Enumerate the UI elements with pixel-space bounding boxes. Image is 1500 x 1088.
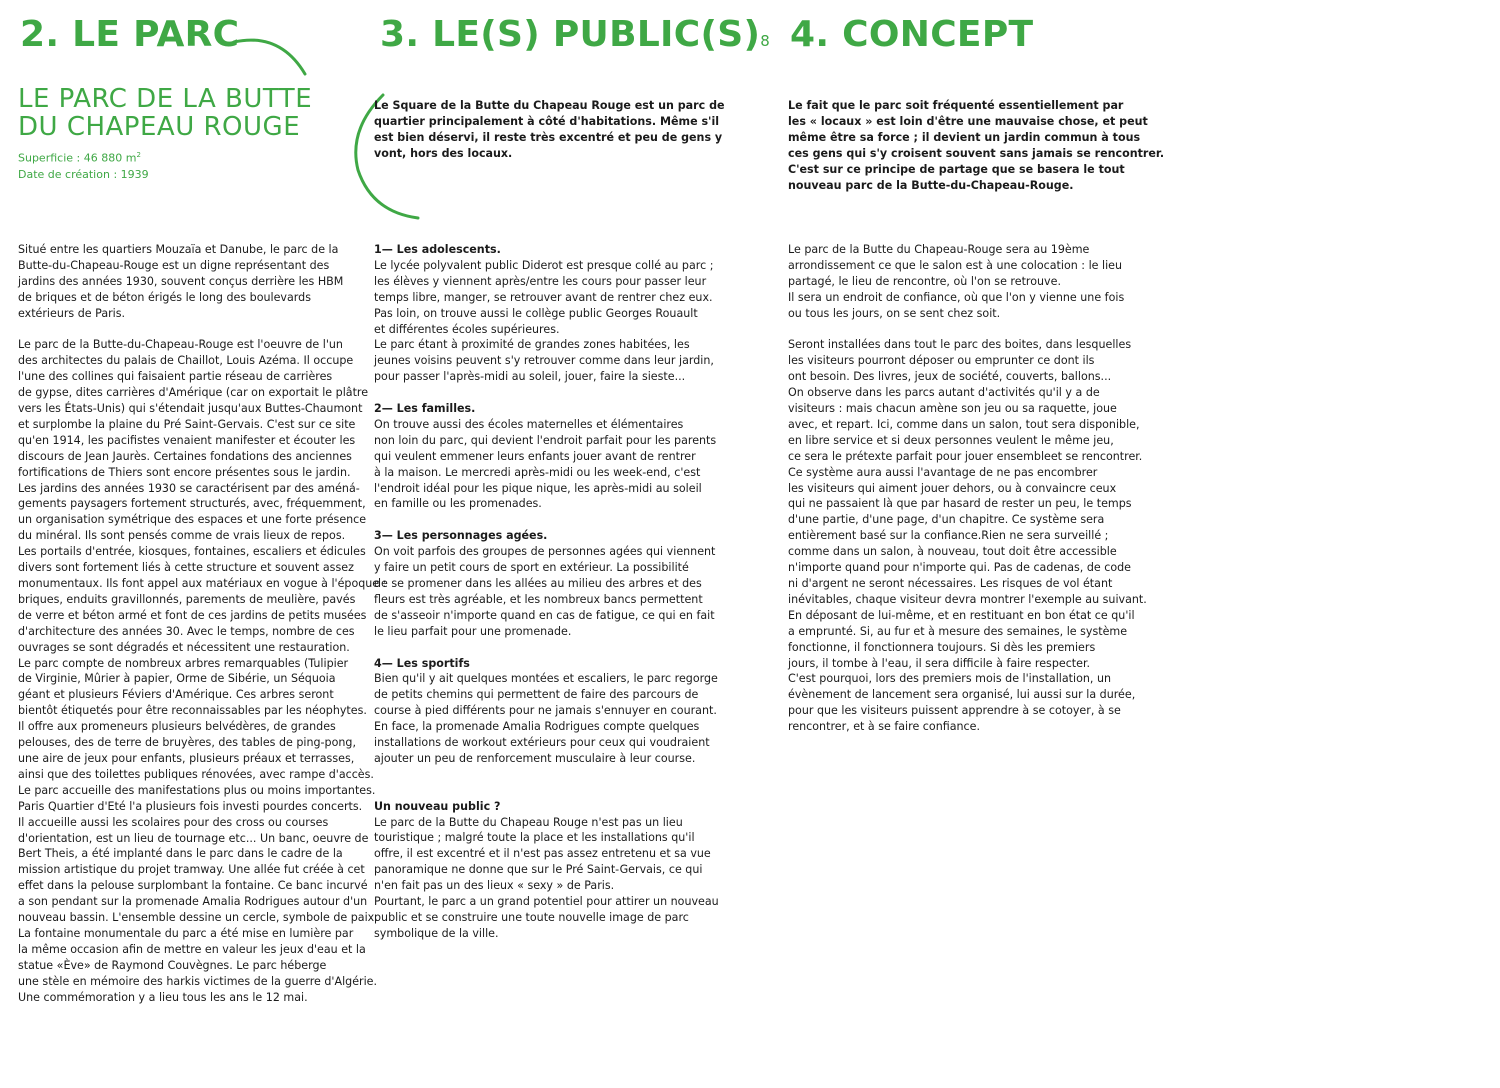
paragraph-line: la même occasion afin de mettre en valeur les jeux d'eau et la [18,942,366,956]
lead-line: Le Square de la Butte du Chapeau Rouge est un parc de [374,99,725,112]
paragraph-line: d'architecture des années 30. Avec le temps, nombre de ces [18,624,355,638]
paragraph-line: visiteurs : mais chacun amène son jeu ou sa raquette, joue [788,402,1117,416]
paragraph-line: ainsi que des toilettes publiques rénovées, avec rampe d'accès. [18,767,374,781]
paragraph-line: Paris Quartier d'Eté l'a plusieurs fois investi pourdes concerts. [18,799,363,813]
paragraph-line: les visiteurs pourront déposer ou emprunter ce dont ils [788,354,1095,368]
decorative-arc-left [0,0,1,1]
paragraph-line: extérieurs de Paris. [18,306,126,320]
paragraph-line: les élèves y viennent après/entre les cours pour passer leur [374,274,707,288]
paragraph-line: bientôt étiquetés pour être reconnaissables par les néophytes. [18,704,367,718]
paragraph-line: effet dans la pelouse surplombant la fontaine. Ce banc incurvé [18,879,368,893]
lead-line: vont, hors des locaux. [374,147,513,160]
paragraph-line: du minéral. Ils sont pensés comme de vrais lieux de repos. [18,529,346,543]
section-2-heading: 2. LE PARC [20,14,240,55]
paragraph-line: jardins des années 1930, souvent conçus derrière les HBM [18,274,344,288]
paragraph-line: nouveau bassin. L'ensemble dessine un cercle, symbole de paix. [18,911,378,925]
group-title: 3— Les personnages agées. [374,529,548,543]
paragraph-line: Les portails d'entrée, kiosques, fontaines, escaliers et édicules [18,545,366,559]
park-creation-date: Date de création : 1939 [18,167,149,181]
paragraph-line: de gypse, dites carrières d'Amérique (car on exportait le plâtre [18,386,369,400]
paragraph-line: qui veulent emmener leurs enfants jouer avant de rentrer [374,449,696,463]
paragraph-line: de s'asseoir n'importe quand en cas de fatigue, ce qui en fait [374,608,715,622]
paragraph-line: Bert Theis, a été implanté dans le parc dans le cadre de la [18,847,343,861]
paragraph-line: entièrement basé sur la confiance.Rien ne sera surveillé ; [788,529,1109,543]
lead-line: C'est sur ce principe de partage que se basera le tout [788,163,1125,176]
paragraph-line: mission artistique du projet tramway. Une allée fut créée à cet [18,863,365,877]
heading-page-number: 8 [760,32,771,50]
paragraph-line: et différentes écoles supérieures. [374,322,560,336]
paragraph-line: Bien qu'il y ait quelques montées et escaliers, le parc regorge [374,672,718,686]
group-title: 1— Les adolescents. [374,243,501,256]
paragraph-line: installations de workout extérieurs pour ceux qui voudraient [374,736,710,750]
paragraph-line: en famille ou les promenades. [374,497,542,511]
paragraph-line: de briques et de béton érigés le long des boulevards [18,290,311,304]
park-description-column [18,242,387,1005]
paragraph-line: C'est pourquoi, lors des premiers mois de l'installation, un [788,672,1112,686]
lead-line: nouveau parc de la Butte-du-Chapeau-Rouge. [788,179,1074,192]
paragraph-line: une stèle en mémoire des harkis victimes de la guerre d'Algérie. [18,974,378,988]
paragraph-line: Le parc accueille des manifestations plus ou moins importantes. [18,783,376,797]
paragraph-line: Le parc étant à proximité de grandes zones habitées, les [374,338,690,352]
paragraph-line: course à pied différents pour ne jamais s'ennuyer en courant. [374,704,717,718]
paragraph-line: évènement de lancement sera organisé, lui aussi sur la durée, [788,688,1136,702]
paragraph-line: briques, enduits gravillonnés, parements de meulière, pavés [18,592,356,606]
surface-exponent: 2 [136,151,141,159]
paragraph-line: La fontaine monumentale du parc a été mise en lumière par [18,926,354,940]
paragraph-line: de petits chemins qui permettent de faire des parcours de [374,688,699,702]
paragraph-line: a son pendant sur la promenade Amalia Rodrigues autour d'un [18,895,368,909]
lead-line: est bien déservi, il reste très excentré et peu de gens y [374,131,723,144]
paragraph-line: statue «Ève» de Raymond Couvègnes. Le parc héberge [18,958,327,972]
group-title: 2— Les familles. [374,402,476,416]
park-meta [18,147,149,183]
paragraph-line: pour que les visiteurs puissent apprendre à se cotoyer, à se [788,704,1121,718]
paragraph-line: Le parc de la Butte du Chapeau Rouge n'est pas un lieu [374,815,683,829]
paragraph-line: inévitables, chaque visiteur devra montrer l'exemple au suivant. [788,592,1147,606]
paragraph-line: ajouter un peu de renforcement musculaire à leur course. [374,751,696,765]
paragraph-line: une aire de jeux pour enfants, plusieurs préaux et terrasses, [18,751,355,765]
park-title-line-2: DU CHAPEAU ROUGE [18,112,301,142]
paragraph-spacer [788,322,1138,338]
lead-line: les « locaux » est loin d'être une mauvaise chose, et peut [788,115,1148,128]
paragraph-line: de se promener dans les allées au milieu des arbres et des [374,577,702,590]
paragraph-line: Les jardins des années 1930 se caractérisent par des améná- [18,481,360,495]
paragraph-line: fortifications de Thiers sont encore présentes sous le jardin. [18,465,351,479]
paragraph-line: le lieu parfait pour une promenade. [374,624,572,638]
group-title: 4— Les sportifs [374,656,470,670]
paragraph-line: Situé entre les quartiers Mouzaïa et Danube, le parc de la [18,243,339,256]
paragraph-line: temps libre, manger, se retrouver avant de rentrer chez eux. [374,290,713,304]
concept-lead-text [788,98,1165,194]
paragraph-line: offre, il est excentré et il n'est pas assez entretenu et sa vue [374,847,711,861]
paragraph-line: rencontrer, et à se faire confiance. [788,720,980,734]
paragraph-spacer [374,512,724,528]
paragraph-line: qui ne passaient là que par hasard de rester un peu, le temps [788,497,1132,511]
paragraph-line: fonctionne, il fonctionnera toujours. Si dès les premiers [788,640,1096,654]
paragraph-line: en libre service et si deux personnes veulent le même jeu, [788,433,1114,447]
publics-column [374,242,724,942]
paragraph-line: de verre et béton armé et font de ces jardins de petits musées [18,608,367,622]
paragraph-line: En face, la promenade Amalia Rodrigues compte quelques [374,720,700,734]
paragraph-spacer [374,640,724,656]
paragraph-line: jeunes voisins peuvent s'y retrouver comme dans leur jardin, [374,354,714,368]
paragraph-line: On trouve aussi des écoles maternelles et élémentaires [374,417,684,431]
paragraph-line: pelouses, des de terre de bruyères, des tables de ping-pong, [18,736,356,750]
paragraph-line: arrondissement ce que le salon est à une colocation : le lieu [788,258,1123,272]
paragraph-line: On observe dans les parcs autant d'activités qu'il y a de [788,386,1100,400]
paragraph-line: a emprunté. Si, au fur et à mesure des semaines, le système [788,624,1128,638]
paragraph-line: partagé, le lieu de rencontre, où l'on se retrouve. [788,274,1061,288]
section-3-heading: 3. LE(S) PUBLIC(S)8 [380,14,771,55]
paragraph-line: vers les États-Unis) qui s'étendait jusqu'aux Buttes-Chaumont [18,402,363,416]
paragraph-line: Ce système aura aussi l'avantage de ne pas encombrer [788,465,1098,479]
paragraph-spacer [374,385,724,401]
paragraph-line: touristique ; malgré toute la place et les installations qu'il [374,831,695,845]
paragraph-line: ouvrages se sont dégradés et nécessitent une restauration. [18,640,350,654]
lead-line: ces gens qui s'y croisent souvent sans jamais se rencontrer. [788,147,1165,160]
paragraph-line: et surplombe la plaine du Pré Saint-Gervais. C'est sur ce site [18,417,356,431]
paragraph-line: Une commémoration y a lieu tous les ans le 12 mai. [18,990,308,1004]
paragraph-line: Le parc de la Butte-du-Chapeau-Rouge est l'oeuvre de l'un [18,338,343,352]
paragraph-line: symbolique de la ville. [374,926,499,940]
paragraph-line: divers sont fortement liés à cette structure et souvent assez [18,561,354,575]
paragraph-line: ont besoin. Des livres, jeux de société, couverts, ballons... [788,370,1112,384]
paragraph-line: géant et plusieurs Féviers d'Amérique. Ces arbres seront [18,688,334,702]
paragraph-line: un organisation symétrique des espaces et une forte présence [18,513,367,527]
section-4-heading: 4. CONCEPT [790,14,1034,55]
paragraph-line: Pourtant, le parc a un grand potentiel pour attirer un nouveau [374,895,719,909]
paragraph-line: n'en fait pas un des lieux « sexy » de Paris. [374,879,615,893]
paragraph-line: de Virginie, Mûrier à papier, Orme de Sibérie, un Séquoia [18,672,336,686]
lead-line: même être sa force ; il devient un jardin commun à tous [788,131,1141,144]
paragraph-spacer [18,322,368,338]
paragraph-line: des architectes du palais de Chaillot, Louis Azéma. Il occupe [18,354,354,368]
paragraph-line: d'orientation, est un lieu de tournage etc... Un banc, oeuvre de [18,831,369,845]
paragraph-line: Il offre aux promeneurs plusieurs belvédères, de grandes [18,720,336,734]
paragraph-line: On voit parfois des groupes de personnes agées qui viennent [374,545,716,559]
paragraph-line: qu'en 1914, les pacifistes venaient manifester et écouter les [18,433,356,447]
paragraph-line: panoramique ne donne que sur le Pré Saint-Gervais, ce qui [374,863,703,877]
paragraph-line: y faire un petit cours de sport en extérieur. La possibilité [374,561,689,575]
paragraph-line: ni d'argent ne seront nécessaires. Les risques de vol étant [788,577,1113,591]
paragraph-line: discours de Jean Jaurès. Certaines fondations des anciennes [18,449,352,463]
park-title-line-1: LE PARC DE LA BUTTE [18,84,313,114]
paragraph-line: comme dans un salon, à nouveau, tout doit être accessible [788,545,1117,559]
paragraph-line: Pas loin, on trouve aussi le collège public Georges Rouault [374,306,698,320]
paragraph-line: En déposant de lui-même, et en restituant en bon état ce qu'il [788,608,1135,622]
paragraph-line: l'une des collines qui faisaient partie réseau de carrières [18,370,333,384]
paragraph-line: Le lycée polyvalent public Diderot est presque collé au parc ; [374,258,714,272]
lead-line: quartier principalement à côté d'habitations. Même s'il [374,115,720,128]
paragraph-line: Le parc compte de nombreux arbres remarquables (Tulipier [18,656,349,670]
paragraph-line: Butte-du-Chapeau-Rouge est un digne représentant des [18,258,330,272]
group-title: Un nouveau public ? [374,799,501,813]
park-surface: Superficie : 46 880 $m^2$ [18,151,141,165]
paragraph-line: monumentaux. Ils font appel aux matériaux en vogue à l'époque : [18,577,387,591]
paragraph-spacer [374,767,724,799]
park-title [18,85,312,141]
concept-column [788,242,1147,735]
paragraph-line: l'endroit idéal pour les pique nique, les après-midi au soleil [374,481,702,495]
paragraph-line: Il sera un endroit de confiance, où que l'on y vienne une fois [788,290,1125,304]
paragraph-line: ce sera le prétexte parfait pour jouer ensembleet se rencontrer. [788,449,1143,463]
publics-lead-text [374,98,725,162]
paragraph-line: public et se construire une toute nouvelle image de parc [374,911,689,924]
paragraph-line: Le parc de la Butte du Chapeau-Rouge sera au 19ème [788,243,1090,256]
paragraph-line: non loin du parc, qui devient l'endroit parfait pour les parents [374,433,717,447]
paragraph-line: Seront installées dans tout le parc des boites, dans lesquelles [788,338,1132,352]
lead-line: Le fait que le parc soit fréquenté essentiellement par [788,99,1124,112]
paragraph-line: Il accueille aussi les scolaires pour des cross ou courses [18,815,329,829]
paragraph-line: avec, et repart. Ici, comme dans un salon, tout sera disponible, [788,417,1140,431]
paragraph-line: les visiteurs qui aiment jouer dehors, ou à convaincre ceux [788,481,1117,495]
paragraph-line: pour passer l'après-midi au soleil, jouer, faire la sieste... [374,370,686,384]
paragraph-line: fleurs est très agréable, et les nombreux bancs permettent [374,592,703,606]
paragraph-line: à la maison. Le mercredi après-midi ou les week-end, c'est [374,465,701,479]
paragraph-line: n'importe quand pour n'importe qui. Pas de cadenas, de code [788,561,1132,575]
paragraph-line: ou tous les jours, on se sent chez soit. [788,306,1001,320]
paragraph-line: jours, il tombe à l'eau, il sera difficile à faire respecter. [788,656,1091,670]
paragraph-line: gements paysagers fortement structurés, avec, fréquemment, [18,497,366,511]
paragraph-line: d'une partie, d'une page, d'un chapitre. Ce système sera [788,513,1105,527]
